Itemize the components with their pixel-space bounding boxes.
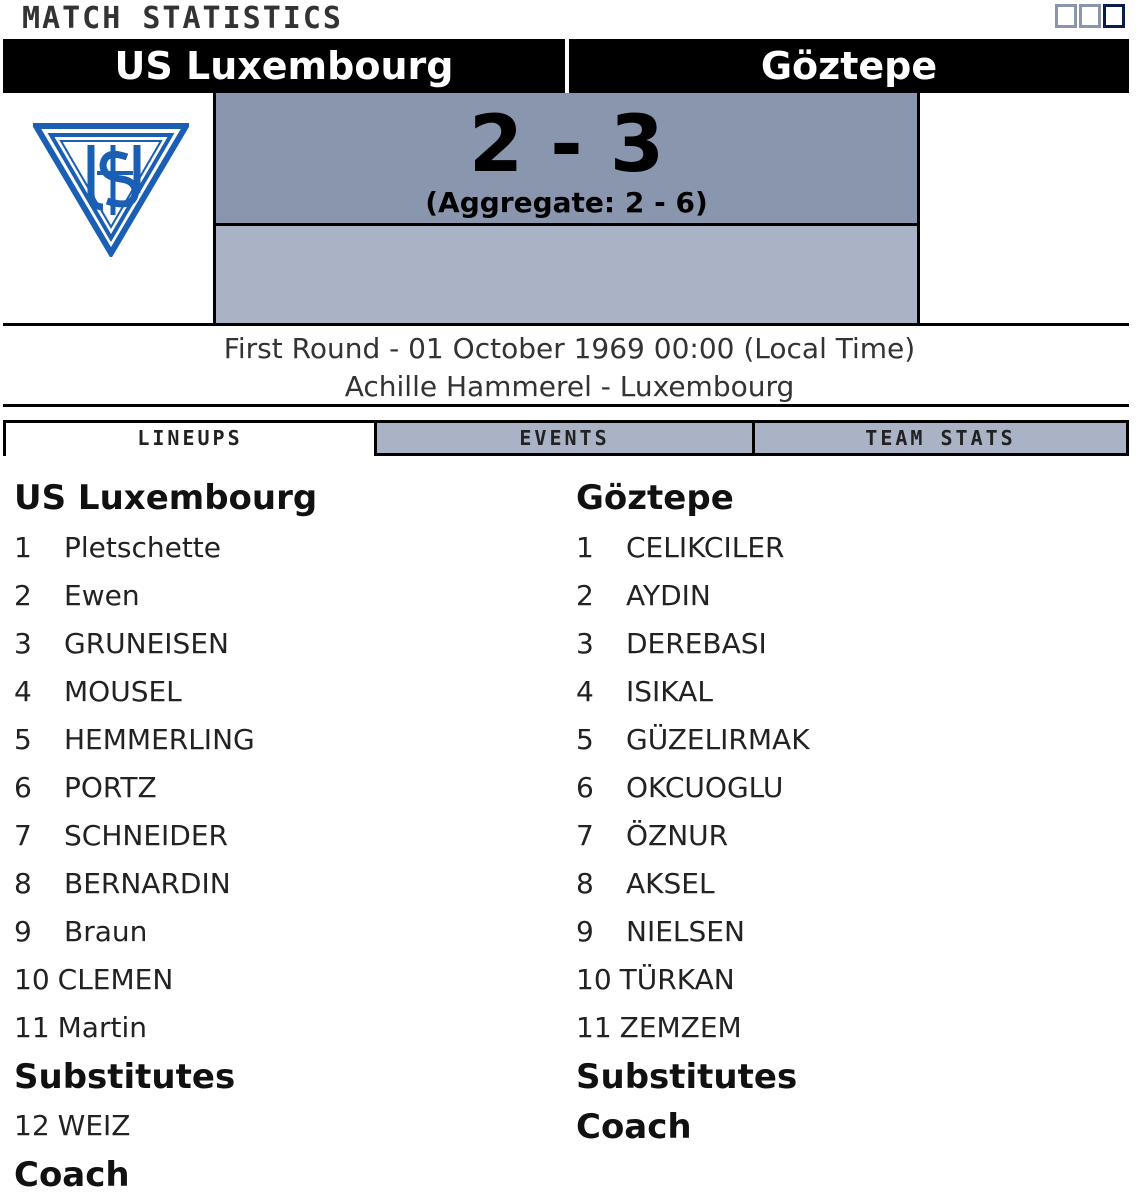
player-name: BERNARDIN <box>64 867 231 900</box>
player-number: 1 <box>14 531 32 564</box>
player-number: 9 <box>576 915 594 948</box>
player-row[interactable] <box>576 572 810 620</box>
player-number: 2 <box>14 579 32 612</box>
player-row[interactable] <box>14 908 317 956</box>
team-header <box>3 39 1129 93</box>
player-name: NIELSEN <box>626 915 745 948</box>
player-name: ÖZNUR <box>626 819 729 852</box>
score-panel <box>216 93 917 226</box>
away-coach-title: Coach <box>576 1107 692 1147</box>
player-name: AKSEL <box>626 867 715 900</box>
player-row[interactable] <box>14 620 317 668</box>
player-name: CELIKCILER <box>626 531 785 564</box>
home-substitutes-title: Substitutes <box>14 1057 236 1097</box>
player-number: 1 <box>576 531 594 564</box>
match-round-date: First Round - 01 October 1969 00:00 (Local Time) <box>223 332 916 365</box>
away-lineup-title: Göztepe <box>576 478 734 518</box>
player-number: 3 <box>14 627 32 660</box>
player-number: 4 <box>576 675 594 708</box>
player-number: 9 <box>14 915 32 948</box>
player-row[interactable] <box>576 764 810 812</box>
player-row[interactable] <box>576 956 810 1004</box>
player-name: ZEMZEM <box>619 1011 742 1044</box>
substitute-row[interactable] <box>14 1102 317 1150</box>
home-crest-area <box>3 93 213 325</box>
player-number: 4 <box>14 675 32 708</box>
player-name: CLEMEN <box>57 963 174 996</box>
player-number: 3 <box>576 627 594 660</box>
page-title: MATCH STATISTICS <box>22 1 343 36</box>
player-name: Braun <box>64 915 148 948</box>
player-row[interactable] <box>576 524 810 572</box>
player-name: GÜZELIRMAK <box>626 723 810 756</box>
player-number: 11 <box>14 1011 50 1044</box>
home-coach-title: Coach <box>14 1155 130 1195</box>
player-row[interactable] <box>14 812 317 860</box>
us-luxembourg-crest-icon <box>33 123 189 257</box>
player-name: ISIKAL <box>626 675 713 708</box>
stats-tabs <box>3 420 1129 456</box>
player-name: PORTZ <box>64 771 157 804</box>
player-number: 6 <box>576 771 594 804</box>
player-name: AYDIN <box>626 579 711 612</box>
match-venue: Achille Hammerel - Luxembourg <box>344 370 795 403</box>
player-number: 12 <box>14 1109 50 1142</box>
away-substitutes-title: Substitutes <box>576 1057 798 1097</box>
player-row[interactable] <box>576 716 810 764</box>
tab-events[interactable]: EVENTS <box>377 420 755 456</box>
home-lineup <box>14 476 317 1200</box>
player-name: DEREBASI <box>626 627 767 660</box>
player-number: 10 <box>576 963 612 996</box>
away-team-name[interactable]: Göztepe <box>760 44 938 88</box>
player-name: Pletschette <box>64 531 222 564</box>
score-details-panel <box>216 226 917 325</box>
score-box <box>213 93 920 325</box>
player-name: HEMMERLING <box>64 723 255 756</box>
player-number: 11 <box>576 1011 612 1044</box>
player-row[interactable] <box>14 956 317 1004</box>
tab-lineups[interactable]: LINEUPS <box>3 420 377 456</box>
close-button[interactable] <box>1103 4 1125 28</box>
player-number: 10 <box>14 963 50 996</box>
divider <box>3 323 1129 326</box>
maximize-button[interactable] <box>1079 4 1101 28</box>
player-name: MOUSEL <box>64 675 182 708</box>
player-row[interactable] <box>14 1004 317 1052</box>
player-name: WEIZ <box>57 1109 131 1142</box>
player-row[interactable] <box>576 860 810 908</box>
player-name: GRUNEISEN <box>64 627 229 660</box>
player-number: 8 <box>14 867 32 900</box>
player-number: 6 <box>14 771 32 804</box>
home-lineup-title: US Luxembourg <box>14 478 318 518</box>
window-controls <box>1055 4 1125 28</box>
title-bar <box>0 0 1139 38</box>
player-row[interactable] <box>576 1004 810 1052</box>
player-number: 7 <box>14 819 32 852</box>
divider <box>3 404 1129 407</box>
away-lineup <box>576 476 810 1152</box>
player-number: 5 <box>14 723 32 756</box>
player-row[interactable] <box>576 668 810 716</box>
player-name: TÜRKAN <box>619 963 735 996</box>
player-number: 7 <box>576 819 594 852</box>
player-name: SCHNEIDER <box>64 819 228 852</box>
player-row[interactable] <box>14 716 317 764</box>
player-row[interactable] <box>576 620 810 668</box>
player-name: OKCUOGLU <box>626 771 784 804</box>
player-name: Martin <box>57 1011 147 1044</box>
minimize-button[interactable] <box>1055 4 1077 28</box>
player-number: 5 <box>576 723 594 756</box>
player-number: 2 <box>576 579 594 612</box>
player-row[interactable] <box>576 908 810 956</box>
final-score: 2 - 3 <box>468 100 665 190</box>
player-row[interactable] <box>14 860 317 908</box>
player-name: Ewen <box>64 579 140 612</box>
tab-team-stats[interactable]: TEAM STATS <box>755 420 1129 456</box>
home-team-name[interactable]: US Luxembourg <box>114 44 454 88</box>
player-row[interactable] <box>14 524 317 572</box>
player-row[interactable] <box>14 764 317 812</box>
player-row[interactable] <box>14 668 317 716</box>
player-number: 8 <box>576 867 594 900</box>
player-row[interactable] <box>576 812 810 860</box>
aggregate-score: (Aggregate: 2 - 6) <box>425 186 708 219</box>
player-row[interactable] <box>14 572 317 620</box>
